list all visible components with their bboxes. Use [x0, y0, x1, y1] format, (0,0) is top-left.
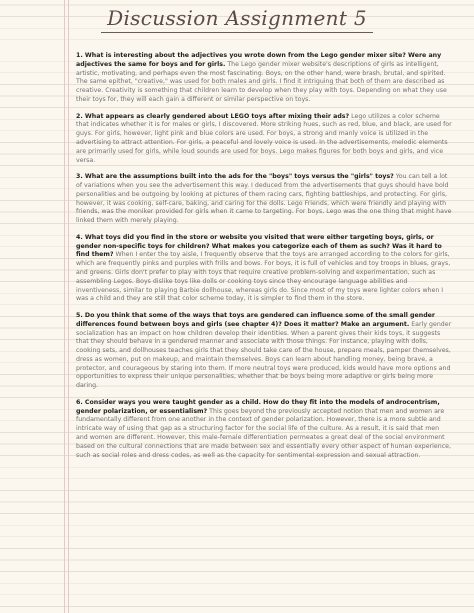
question-5 — [76, 312, 452, 391]
questions-list — [76, 52, 452, 468]
question-1-answer: The Lego gender mixer website's descriptions of girls as intelligent, artistic, motivating, and perhaps even the most fascinating. Boys, on the other hand, were brash, brutal, and spirited. The same epithet, "creative," was used for both males and girls. I find it intriguing that both of them are described as creative. Creativity is something that children learn to develop when they play with toys. Depending on what they use their toys for, they will each gain a different or similar perspective on toys. — [76, 60, 447, 103]
question-4 — [76, 234, 452, 304]
question-5-answer: Early gender socialization has an impact on how children develop their identities. When a parent gives their kids toys, it suggests that they should behave in a gendered manner and associate with those things. For instance, playing with dolls, cooking sets, and dollhouses teaches girls that they should take care of the house, prepare meals, pamper themselves, dress as women, put on makeup, and maintain themselves. Boys can learn about handling money, being brave, a protector, and courageous by staring into them. If more neutral toys were produced, kids would have more options and opportunities to express their unique personalities, whether that be boys being more adaptive or girls being more daring. — [76, 320, 452, 390]
margin-line-right — [68, 0, 69, 613]
question-2 — [76, 113, 452, 166]
question-3-prompt: 3. What are the assumptions built into the ads for the "boys" toys versus the "girls" toys? — [76, 173, 394, 181]
question-1 — [76, 52, 452, 105]
question-2-prompt: 2. What appears as clearly gendered about LEGO toys after mixing their ads? — [76, 112, 350, 120]
question-3 — [76, 173, 452, 226]
page-header — [0, 6, 474, 46]
question-5-prompt: 5. Do you think that some of the ways that toys are gendered can influence some of the small gender differences found between boys and girls (see chapter 4)? Does it matter? Make an argument. — [76, 311, 435, 328]
question-1-prompt: 1. What is interesting about the adjectives you wrote down from the Lego gender mixer site? Were any adjectives the same for boys and for girls. — [76, 52, 442, 68]
question-6 — [76, 399, 452, 461]
question-4-answer: When I enter the toy aisle, I frequently observe that the toys are arranged according to the colors for girls, which are frequently pinks and purples with frills and bows. For boys, it is full of vehicles and toy troops in blues, grays, and greens. Girls don't prefer to play with toys that require creative problem-solving and experimentation, such as assembling Legos. Boys dislike toys like dolls or cooking toys since they encourage language abilities and inventiveness, similar to playing Barbie dollhouse, whereas girls do. Since most of my toys were lighter colors when I was a child and they are still that color scheme today, it is simpler to find them in the store. — [76, 251, 451, 303]
question-2-answer: Lego utilizes a color scheme that indicates whether it is for males or girls, I discovered. More striking hues, such as red, blue, and black, are used for guys. For girls, however, light pink and blue colors are used. For boys, a strong and manly voice is utilized in the advertising to attract attention. For girls, a peaceful and lovely voice is used. In the advertisements, melodic elements are primarily used for girls, while loud sounds are used for boys. Lego makes figures for both boys and girls, and vice versa. — [76, 112, 452, 164]
question-6-prompt: 6. Consider ways you were taught gender as a child. How do they fit into the models of androcentrism, gender polarization, or essentialism? — [76, 398, 440, 415]
question-3-answer: You can tell a lot of variations when you see the advertisement this way. I deduced from the advertisements that guys should have bold personalities and be outgoing by looking at pictures of them racing cars, fighting battleships, and protecting. For girls, however, it was cooking, self-care, baking, and caring for the dolls. Lego Friends, which were friendly and playing with friends, was the moniker provided for girls when it came to targeting. For boys, Lego was the one thing that might have linked them with merely playing. — [76, 173, 452, 225]
page-title: Discussion Assignment 5 — [101, 6, 373, 33]
question-4-prompt: 4. What toys did you find in the store or website you visited that were either targeting boys, girls, or gender non-specific toys for children? What makes you categorize each of them as such? Was it hard to find them? — [76, 233, 442, 259]
question-6-answer: This goes beyond the previously accepted notion that men and women are fundamentally different from one another in the context of gender polarization. However, there is a more subtle and intricate way of using that gap as a structuring factor for the social life of the culture. As a result, it is said that men and women are different. However, this male-female differentiation permeates a great deal of the social environment based on the cultural connections that are made between sex and essentially every other aspect of human experience, such as social roles and dress codes, as well as the capacity for sentimental expression and sexual attraction. — [76, 407, 451, 459]
margin-line-left — [64, 0, 65, 613]
